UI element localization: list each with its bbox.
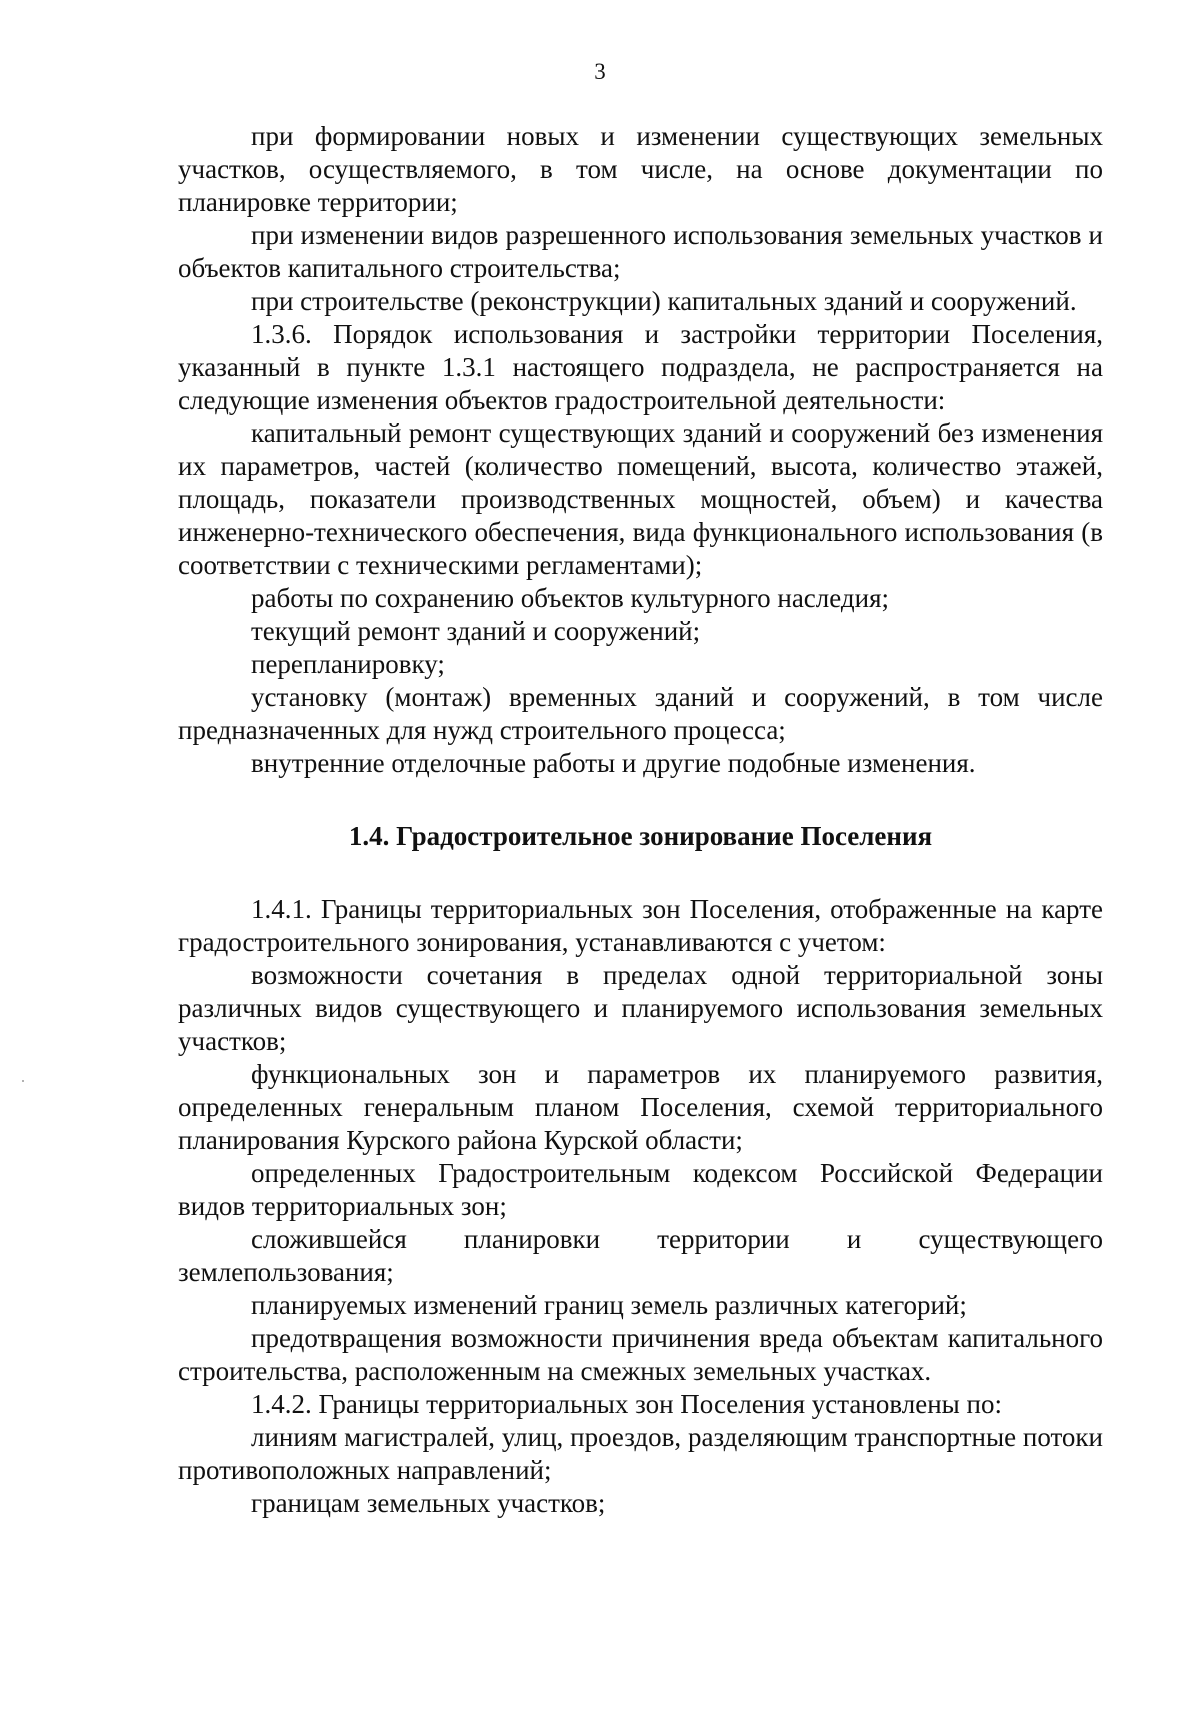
paragraph: перепланировку;	[251, 649, 445, 679]
scan-speck	[22, 1080, 24, 1082]
paragraph: 1.4.1. Границы территориальных зон Поселения, отображенные на карте градостроительного зонирования, устанавливаются с учетом:	[178, 894, 1103, 957]
paragraph: 1.4.2. Границы территориальных зон Поселения установлены по:	[251, 1389, 1002, 1419]
paragraph: функциональных зон и параметров их планируемого развития, определенных генеральным планом Поселения, схемой территориального планирования Курского района Курской области;	[178, 1059, 1103, 1155]
paragraph: капитальный ремонт существующих зданий и сооружений без изменения их параметров, частей (количество помещений, высота, количество этажей, площадь, показатели производственных мощностей, объем) и качества инженерно-технического обеспечения, вида функционального использования (в соответствии с техническими регламентами);	[178, 418, 1103, 580]
paragraph: предотвращения возможности причинения вреда объектам капитального строительства, расположенным на смежных земельных участках.	[178, 1323, 1103, 1386]
paragraph: возможности сочетания в пределах одной территориальной зоны различных видов существующего и планируемого использования земельных участков;	[178, 960, 1103, 1056]
paragraph: сложившейся планировки территории и существующего землепользования;	[178, 1224, 1103, 1287]
paragraph: внутренние отделочные работы и другие подобные изменения.	[251, 748, 976, 778]
paragraph: при формировании новых и изменении существующих земельных участков, осуществляемого, в том числе, на основе документации по планировке территории;	[178, 121, 1103, 217]
paragraph: определенных Градостроительным кодексом Российской Федерации видов территориальных зон;	[178, 1158, 1103, 1221]
page-number: 3	[594, 59, 606, 84]
paragraph: границам земельных участков;	[251, 1488, 606, 1518]
paragraph: работы по сохранению объектов культурного наследия;	[251, 583, 889, 613]
section-heading: 1.4. Градостроительное зонирование Поселения	[348, 821, 933, 851]
paragraph: линиям магистралей, улиц, проездов, разделяющим транспортные потоки противоположных направлений;	[178, 1422, 1103, 1485]
paragraph: 1.3.6. Порядок использования и застройки территории Поселения, указанный в пункте 1.3.1 настоящего подраздела, не распространяется на следующие изменения объектов градостроительной деятельности:	[178, 319, 1103, 415]
paragraph: при изменении видов разрешенного использования земельных участков и объектов капитального строительства;	[178, 220, 1103, 283]
paragraph: установку (монтаж) временных зданий и сооружений, в том числе предназначенных для нужд строительного процесса;	[178, 682, 1103, 745]
document-body	[178, 120, 1103, 1520]
paragraph: планируемых изменений границ земель различных категорий;	[251, 1290, 967, 1320]
paragraph: текущий ремонт зданий и сооружений;	[251, 616, 701, 646]
paragraph: при строительстве (реконструкции) капитальных зданий и сооружений.	[251, 286, 1077, 316]
